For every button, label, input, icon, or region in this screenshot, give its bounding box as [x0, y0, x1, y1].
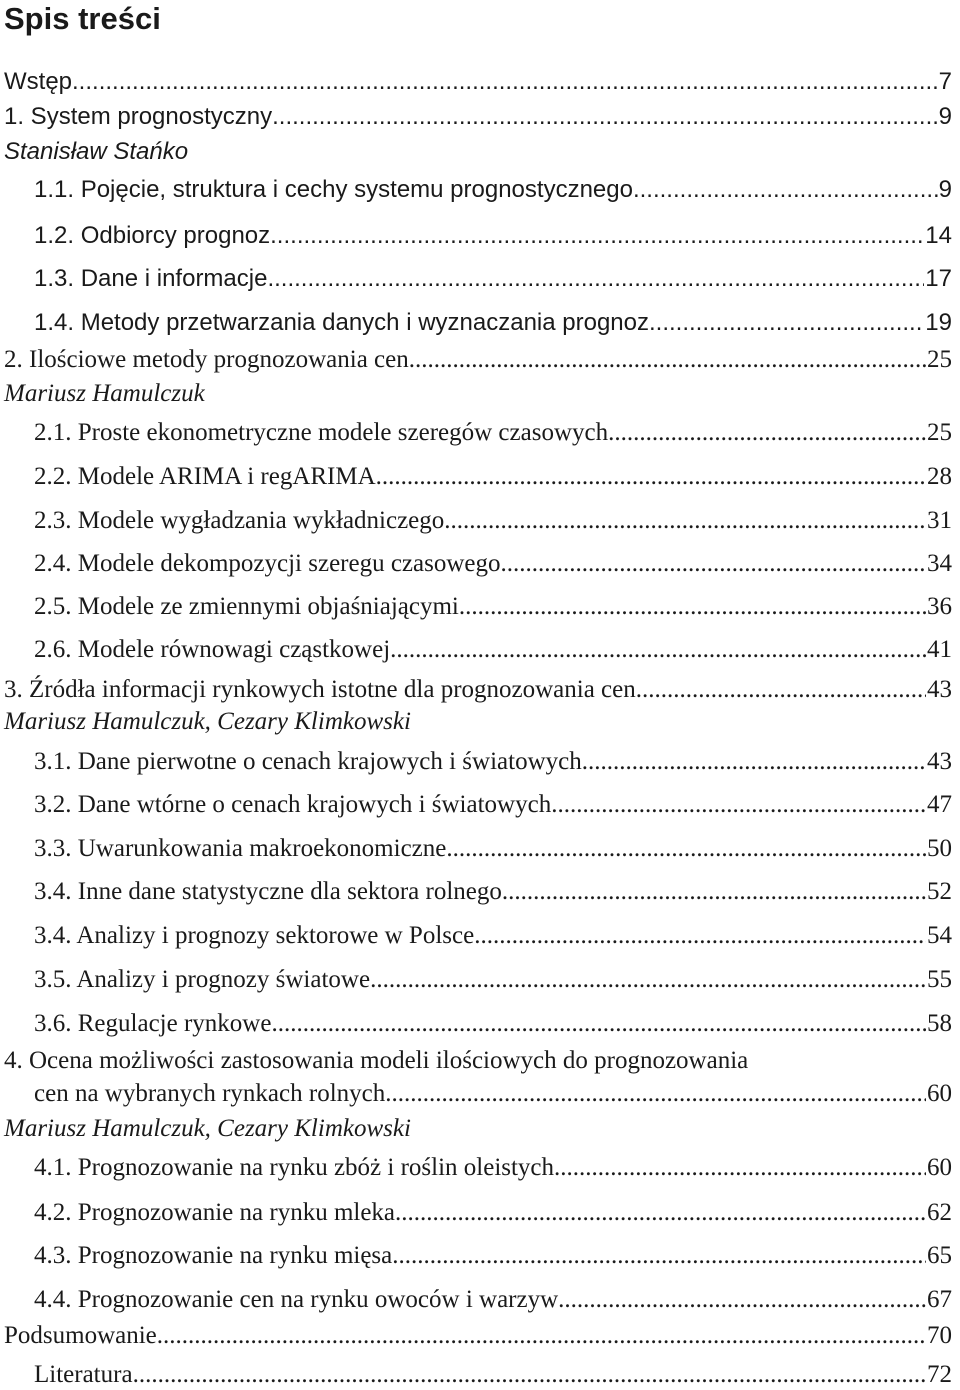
dot-leader — [459, 592, 926, 622]
dot-leader — [502, 877, 926, 907]
toc-page-number: 28 — [927, 463, 952, 490]
toc-entry-section-2-4[interactable] — [34, 549, 952, 579]
dot-leader — [370, 965, 926, 995]
dot-leader — [271, 1009, 926, 1039]
dot-leader — [72, 67, 938, 97]
dot-leader — [133, 1360, 926, 1390]
toc-page-number: 62 — [927, 1199, 952, 1226]
dot-leader — [385, 1079, 926, 1109]
toc-entry-label: Literatura — [34, 1361, 133, 1388]
toc-entry-label: 4.4. Prognozowanie cen na rynku owoców i warzyw — [34, 1286, 559, 1313]
toc-page-number: 67 — [927, 1286, 952, 1313]
toc-page-number: 60 — [927, 1080, 952, 1107]
toc-page-number: 58 — [927, 1010, 952, 1037]
toc-page-number: 54 — [927, 922, 952, 949]
toc-page-number: 34 — [927, 550, 952, 577]
dot-leader — [636, 675, 926, 705]
toc-entry-label: 4.1. Prognozowanie na rynku zbóż i roślin oleistych — [34, 1154, 555, 1181]
toc-entry-podsumowanie[interactable] — [4, 1321, 952, 1351]
toc-entry-label: Wstęp — [4, 68, 73, 95]
toc-entry-label: 1.4. Metody przetwarzania danych i wyznaczania prognoz — [34, 309, 649, 336]
toc-entry-section-3-4a[interactable] — [34, 877, 952, 907]
toc-entry-label: 3.5. Analizy i prognozy światowe — [34, 966, 371, 993]
toc-entry-label: 2.2. Modele ARIMA i regARIMA — [34, 463, 376, 490]
toc-entry-wstep[interactable] — [4, 67, 952, 97]
dot-leader — [409, 345, 926, 375]
toc-entry-chapter-1[interactable] — [4, 102, 952, 132]
toc-entry-section-1-3[interactable] — [34, 264, 952, 294]
toc-entry-label: 3.1. Dane pierwotne o cenach krajowych i światowych — [34, 748, 582, 775]
toc-entry-label: 1. System prognostyczny — [4, 103, 273, 130]
toc-page-number: 17 — [925, 265, 952, 292]
toc-entry-label: 3.4. Analizy i prognozy sektorowe w Polsce — [34, 922, 475, 949]
toc-entry-section-4-4[interactable] — [34, 1285, 952, 1315]
dot-leader — [446, 834, 926, 864]
dot-leader — [558, 1285, 926, 1315]
dot-leader — [554, 1153, 926, 1183]
toc-entry-label: 2.3. Modele wygładzania wykładniczego — [34, 507, 445, 534]
dot-leader — [444, 506, 926, 536]
chapter-author: Mariusz Hamulczuk, Cezary Klimkowski — [4, 1115, 411, 1142]
toc-entry-label: Podsumowanie — [4, 1322, 157, 1349]
toc-entry-label: 3.6. Regulacje rynkowe — [34, 1010, 272, 1037]
chapter-author: Stanisław Stańko — [4, 138, 189, 165]
toc-entry-label: 2.1. Proste ekonometryczne modele szeregów czasowych — [34, 419, 609, 446]
toc-entry-section-3-5[interactable] — [34, 965, 952, 995]
dot-leader — [649, 308, 924, 338]
dot-leader — [633, 175, 938, 205]
toc-page-number: 9 — [938, 103, 952, 130]
toc-entry-section-2-5[interactable] — [34, 592, 952, 622]
dot-leader — [395, 1198, 926, 1228]
dot-leader — [270, 221, 924, 251]
toc-entry-label: 4.3. Prognozowanie na rynku mięsa — [34, 1242, 393, 1269]
toc-entry-section-3-4b[interactable] — [34, 921, 952, 951]
toc-entry-section-3-3[interactable] — [34, 834, 952, 864]
toc-entry-section-1-2[interactable] — [34, 221, 952, 251]
toc-entry-label: 2.6. Modele równowagi cząstkowej — [34, 636, 391, 663]
toc-entry-section-3-6[interactable] — [34, 1009, 952, 1039]
toc-page-number: 52 — [927, 878, 952, 905]
dot-leader — [272, 102, 938, 132]
toc-entry-label: 4.2. Prognozowanie na rynku mleka — [34, 1199, 396, 1226]
toc-entry-section-4-1[interactable] — [34, 1153, 952, 1183]
toc-entry-chapter-4-line-1[interactable]: 4. Ocena możliwości zastosowania modeli ilościowych do prognozowania — [4, 1047, 749, 1074]
dot-leader — [157, 1321, 926, 1351]
toc-page-number: 55 — [927, 966, 952, 993]
toc-entry-section-4-3[interactable] — [34, 1241, 952, 1271]
toc-page-number: 65 — [927, 1242, 952, 1269]
toc-page-number: 50 — [927, 835, 952, 862]
toc-entry-label: 2.4. Modele dekompozycji szeregu czasowego — [34, 550, 501, 577]
toc-page-number: 70 — [927, 1322, 952, 1349]
toc-page-number: 43 — [927, 676, 952, 703]
toc-entry-label: 3.4. Inne dane statystyczne dla sektora rolnego — [34, 878, 502, 905]
toc-entry-section-2-1[interactable] — [34, 418, 952, 448]
toc-entry-section-2-3[interactable] — [34, 506, 952, 536]
toc-entry-section-1-4[interactable] — [34, 308, 952, 338]
toc-page-number: 43 — [927, 748, 952, 775]
toc-page-number: 31 — [927, 507, 952, 534]
toc-entry-section-2-2[interactable] — [34, 462, 952, 492]
toc-entry-label: 2.5. Modele ze zmiennymi objaśniającymi — [34, 593, 459, 620]
toc-page-number: 72 — [927, 1361, 952, 1388]
toc-entry-label: cen na wybranych rynkach rolnych — [34, 1080, 386, 1107]
toc-page-number: 36 — [927, 593, 952, 620]
dot-leader — [390, 635, 926, 665]
toc-entry-label: 1.3. Dane i informacje — [34, 265, 268, 292]
dot-leader — [267, 264, 924, 294]
chapter-author: Mariusz Hamulczuk — [4, 380, 205, 407]
toc-page-number: 47 — [927, 791, 952, 818]
toc-page-number: 14 — [925, 222, 952, 249]
toc-page-number: 41 — [927, 636, 952, 663]
toc-entry-label: 3.2. Dane wtórne o cenach krajowych i światowych — [34, 791, 552, 818]
toc-page-number: 7 — [938, 68, 952, 95]
toc-entry-chapter-3[interactable] — [4, 675, 952, 705]
toc-entry-section-2-6[interactable] — [34, 635, 952, 665]
dot-leader — [501, 549, 926, 579]
toc-entry-section-1-1[interactable] — [34, 175, 952, 205]
toc-entry-label: 3. Źródła informacji rynkowych istotne dla prognozowania cen — [4, 676, 636, 703]
dot-leader — [582, 747, 926, 777]
toc-entry-section-3-2[interactable] — [34, 790, 952, 820]
dot-leader — [376, 462, 926, 492]
toc-page-number: 60 — [927, 1154, 952, 1181]
toc-entry-label: 2. Ilościowe metody prognozowania cen — [4, 346, 409, 373]
toc-entry-chapter-2[interactable] — [4, 345, 952, 375]
toc-entry-label: 1.2. Odbiorcy prognoz — [34, 222, 271, 249]
toc-page-number: 19 — [925, 309, 952, 336]
chapter-author: Mariusz Hamulczuk, Cezary Klimkowski — [4, 708, 411, 735]
toc-page-number: 25 — [927, 419, 952, 446]
page-title: Spis treści — [4, 1, 161, 36]
toc-entry-chapter-4-line-2[interactable] — [34, 1079, 952, 1109]
toc-entry-label: 3.3. Uwarunkowania makroekonomiczne — [34, 835, 447, 862]
toc-entry-literatura[interactable] — [34, 1360, 952, 1390]
dot-leader — [608, 418, 926, 448]
dot-leader — [392, 1241, 926, 1271]
dot-leader — [474, 921, 926, 951]
dot-leader — [551, 790, 926, 820]
toc-entry-section-4-2[interactable] — [34, 1198, 952, 1228]
toc-page-number: 25 — [927, 346, 952, 373]
toc-entry-label: 1.1. Pojęcie, struktura i cechy systemu prognostycznego — [34, 176, 633, 203]
toc-entry-section-3-1[interactable] — [34, 747, 952, 777]
toc-page-number: 9 — [938, 176, 952, 203]
